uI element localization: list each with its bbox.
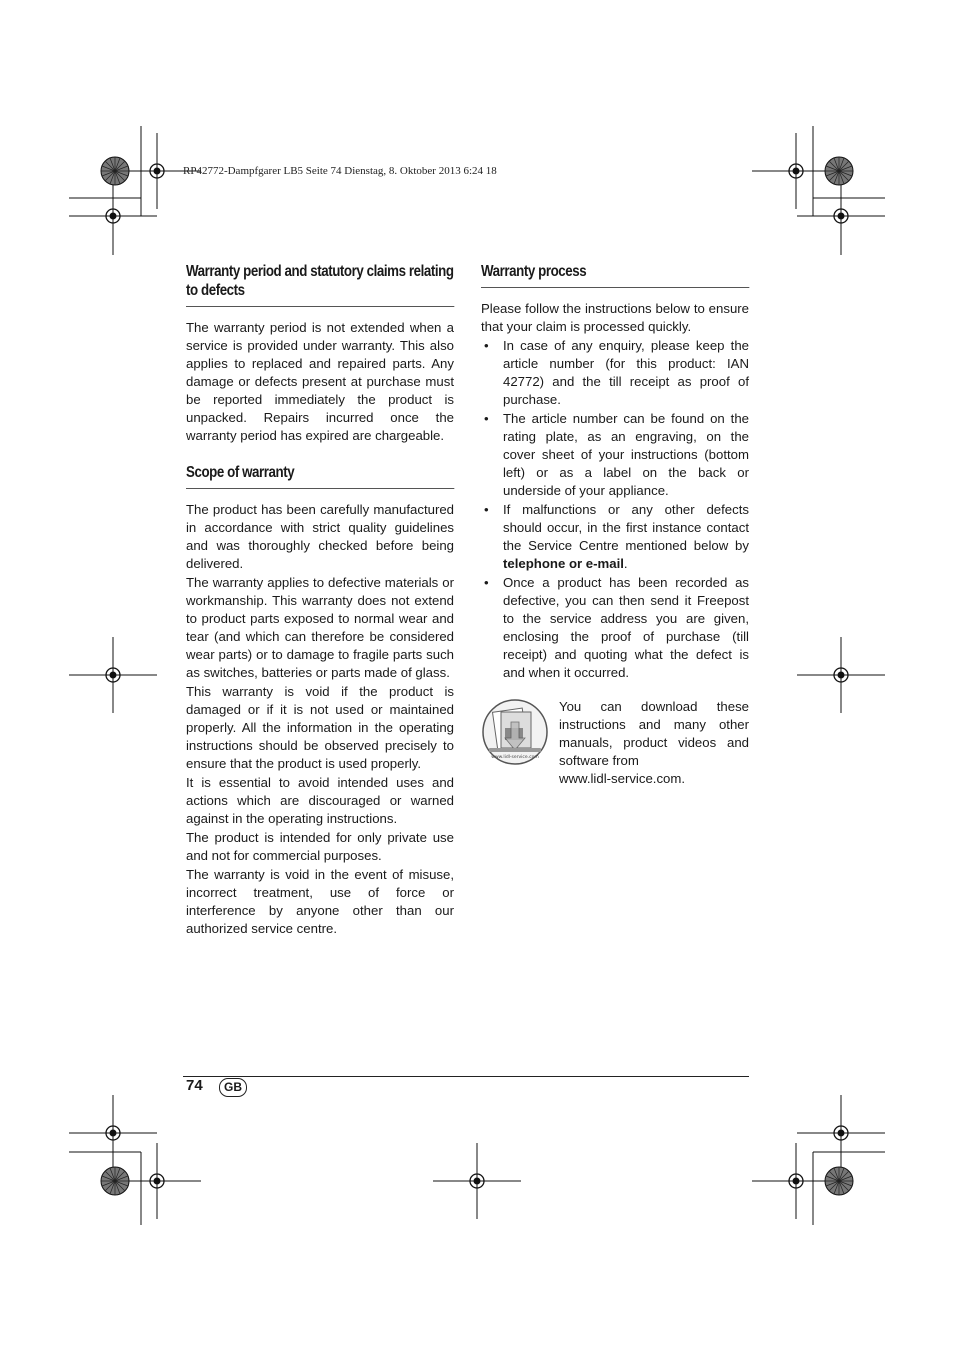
paragraph: The warranty applies to defective materials or workmanship. This warranty does not extend to product parts exposed to normal wear and tear (and which can therefore be considered wear parts) or to damage to fragile parts such as switches, batteries or parts made of glass. [186, 575, 454, 680]
section-warranty-process [481, 262, 749, 788]
paragraph: It is essential to avoid intended uses and actions which are discouraged or warned against in the operating instructions. [186, 775, 454, 826]
section-title: Warranty process [481, 262, 749, 288]
section-body [186, 501, 454, 938]
left-column [186, 262, 454, 956]
manual-download-icon [481, 698, 549, 766]
bold-contact-method: telephone or e-mail [503, 556, 624, 571]
page-number: 74 [186, 1077, 203, 1094]
list-item: • Once a product has been recorded as defective, you can then send it Freepost to the service address you are given, enclosing the proof of purchase (till receipt) and quoting what the defect is and when it occurred. [484, 575, 749, 680]
paragraph: The product is intended for only private use and not for commercial purposes. [186, 830, 454, 863]
print-file-info: RP42772-Dampfgarer LB5 Seite 74 Dienstag, 8. Oktober 2013 6:24 18 [183, 165, 497, 177]
paragraph: The product has been carefully manufactured in accordance with strict quality guidelines and was thoroughly checked before being delivered. [186, 502, 454, 571]
section-title: Warranty period and statutory claims relating to defects [186, 262, 454, 307]
download-text: You can download these instructions and many other manuals, product videos and software from www.lidl-service.com. [559, 699, 749, 786]
download-note [481, 698, 749, 788]
footer-rule [183, 1076, 749, 1077]
download-icon-label: www.lidl-service.com [491, 755, 539, 760]
paragraph: This warranty is void if the product is damaged or if it is not used or maintained properly. All the information in the operating instructions should be observed precisely to ensure that the product is used properly. [186, 684, 454, 771]
bullet-icon: • [484, 575, 489, 590]
language-badge: GB [219, 1078, 247, 1097]
service-url[interactable]: www.lidl-service.com. [559, 771, 686, 786]
list-item: • The article number can be found on the rating plate, as an engraving, on the cover sheet of your instructions (bottom left) or as a label on the back or underside of your appliance. [484, 411, 749, 498]
bullet-icon: • [484, 411, 489, 426]
section-scope-of-warranty [186, 463, 454, 938]
bullet-list [481, 337, 749, 682]
paragraph: The warranty is void in the event of misuse, incorrect treatment, use of force or interference by anyone other than our authorized service centre. [186, 867, 454, 936]
section-title: Scope of warranty [186, 463, 454, 489]
list-item: • In case of any enquiry, please keep the article number (for this product: IAN 42772) and the till receipt as proof of purchase. [484, 338, 749, 407]
section-body [186, 319, 454, 445]
intro-paragraph: Please follow the instructions below to ensure that your claim is processed quickly. [481, 301, 749, 334]
section-warranty-period [186, 262, 454, 445]
bullet-icon: • [484, 502, 489, 517]
right-column [481, 262, 749, 806]
bullet-icon: • [484, 338, 489, 353]
section-body [481, 300, 749, 682]
paragraph: The warranty period is not extended when a service is provided under warranty. This also applies to replaced and repaired parts. Any damage or defects present at purchase must be reported immediately the product is unpacked. Repairs incurred once the warranty period has expired are chargeable. [186, 320, 454, 443]
list-item: • If malfunctions or any other defects should occur, in the first instance contact the Service Centre mentioned below by telephone or e-mail. [484, 502, 749, 571]
